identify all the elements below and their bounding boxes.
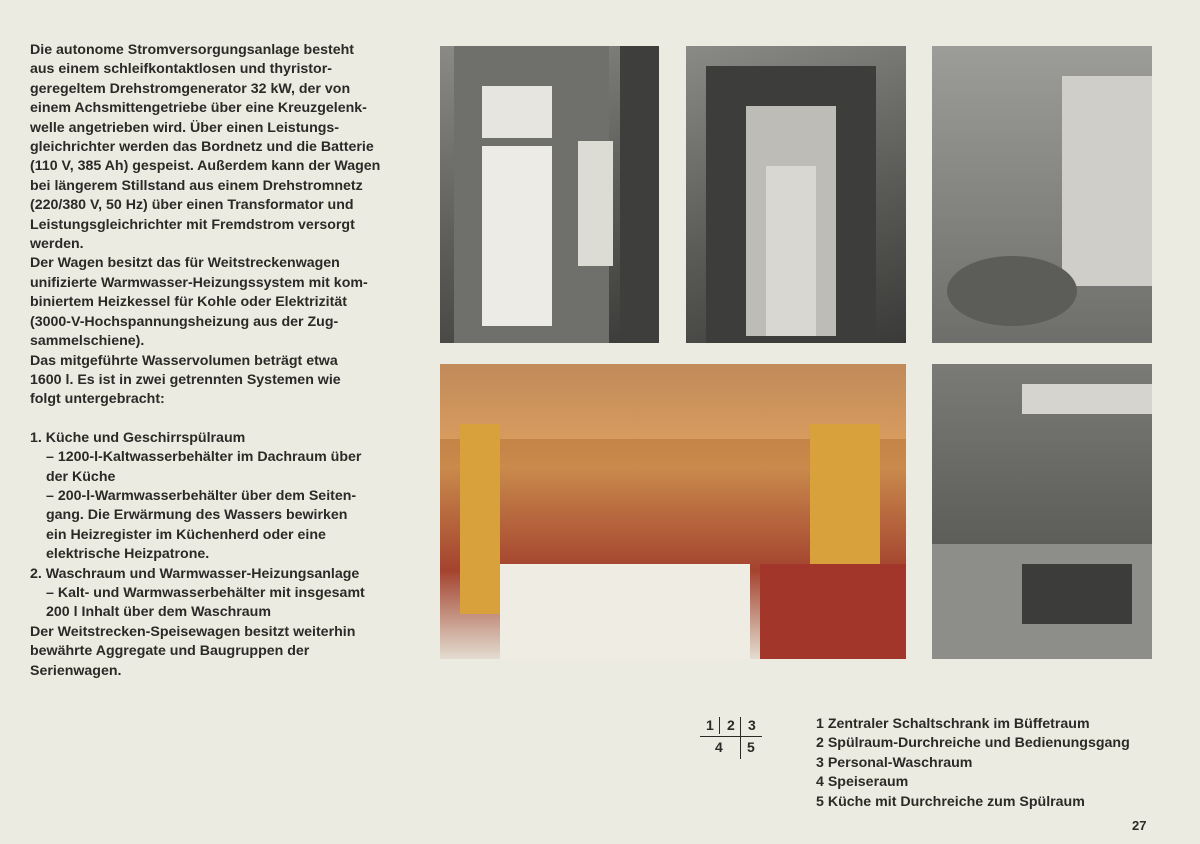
caption-4: 4 Speiseraum: [816, 774, 909, 791]
key-number-3: 3: [748, 717, 756, 733]
photo-dining-room: [440, 364, 906, 659]
paragraph-heating: Der Wagen besitzt das für Weitstreckenwagen unifizierte Warmwasser-Heizungssystem mit kom- biniertem Heizkessel für Kohle oder Elektrizität (3000-V-Hochspannungsheizung aus der Zug- sammelschiene).: [30, 255, 368, 350]
caption-3: 3 Personal-Waschraum: [816, 754, 973, 771]
body-text: [30, 41, 398, 681]
key-number-5: 5: [747, 739, 755, 755]
list-item-kitchen: 1. Küche und Geschirrspülraum: [30, 429, 246, 446]
key-divider: [719, 717, 720, 734]
list-subitem-cold-water: – 1200-l-Kaltwasserbehälter im Dachraum über der Küche: [46, 449, 362, 485]
list-subitem-warm-water: – 200-l-Warmwasserbehälter über dem Seiten- gang. Die Erwärmung des Wassers bewirken ein Heizregister im Küchenherd oder eine elektrische Heizpatrone.: [46, 487, 357, 563]
key-divider: [740, 717, 741, 759]
photo-layout-key: [700, 715, 762, 763]
key-number-2: 2: [727, 717, 735, 733]
key-divider: [700, 736, 762, 737]
photo-service-corridor: [686, 46, 906, 343]
key-number-4: 4: [715, 739, 723, 755]
photo-captions: [816, 715, 1130, 812]
photo-control-cabinet: [440, 46, 659, 343]
paragraph-water-volume: Das mitgeführte Wasservolumen beträgt etwa 1600 l. Es ist in zwei getrennten Systemen wie folgt untergebracht:: [30, 352, 341, 408]
paragraph-aggregates: Der Weitstrecken-Speisewagen besitzt weiterhin bewährte Aggregate und Baugruppen der Serienwagen.: [30, 623, 356, 679]
caption-2: 2 Spülraum-Durchreiche und Bedienungsgang: [816, 735, 1130, 752]
page-number: 27: [1132, 818, 1147, 833]
key-number-1: 1: [706, 717, 714, 733]
list-item-washroom: 2. Waschraum und Warmwasser-Heizungsanlage: [30, 565, 360, 582]
paragraph-power-supply: Die autonome Stromversorgungsanlage besteht aus einem schleifkontaktlosen und thyristor- geregeltem Drehstromgenerator 32 kW, der von einem Achsmittengetriebe über eine Kreuzgelenk- welle angetrieben wird. Über einen Leistungs- gleichrichter werden das Bordnetz und die Batterie (110 V, 385 Ah) gespeist. Außerdem kann der Wagen bei längerem Stillstand aus einem Drehstromnetz (220/380 V, 50 Hz) über einen Transformator und Leistungsgleichrichter mit Fremdstrom versorgt werden.: [30, 42, 381, 253]
photo-staff-washroom: [932, 46, 1152, 343]
caption-5: 5 Küche mit Durchreiche zum Spülraum: [816, 793, 1085, 810]
list-subitem-washroom-tanks: – Kalt- und Warmwasserbehälter mit insgesamt 200 l Inhalt über dem Waschraum: [46, 584, 365, 621]
photo-kitchen: [932, 364, 1152, 659]
caption-1: 1 Zentraler Schaltschrank im Büffetraum: [816, 716, 1090, 732]
